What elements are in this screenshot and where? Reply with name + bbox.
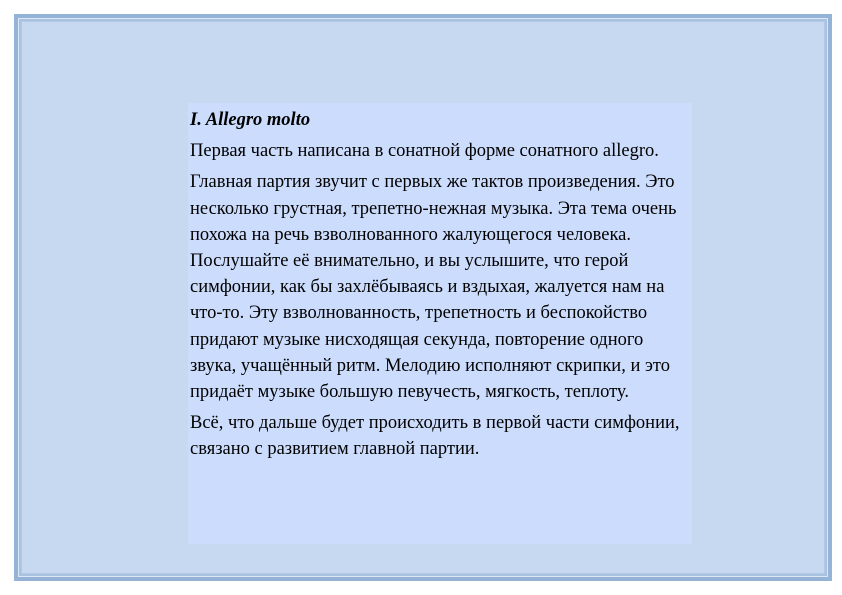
text-box (188, 103, 692, 544)
paragraph-intro: Первая часть написана в сонатной форме сонатного allegro. (190, 141, 659, 162)
paragraph-main-theme: Главная партия звучит с первых же тактов произведения. Это несколько грустная, трепетно-нежная музыка. Эта тема очень похожа на речь взволнованного жалующегося человека. Послушайте её внимательно, и вы услышите, что герой симфонии, как бы захлёбываясь и вздыхая, жалуется нам на что-то. Эту взволнованность, трепетность и беспокойство придают музыке нисходящая секунда, повторение одного звука, учащённый ритм. Мелодию исполняют скрипки, и это придаёт музыке большую певучесть, мягкость, теплоту. (190, 172, 677, 403)
paragraph-conclusion: Всё, что дальше будет происходить в первой части симфонии, связано с развитием главной партии. (190, 413, 680, 460)
slide (14, 14, 832, 581)
section-heading: I. Allegro molto (190, 110, 311, 130)
